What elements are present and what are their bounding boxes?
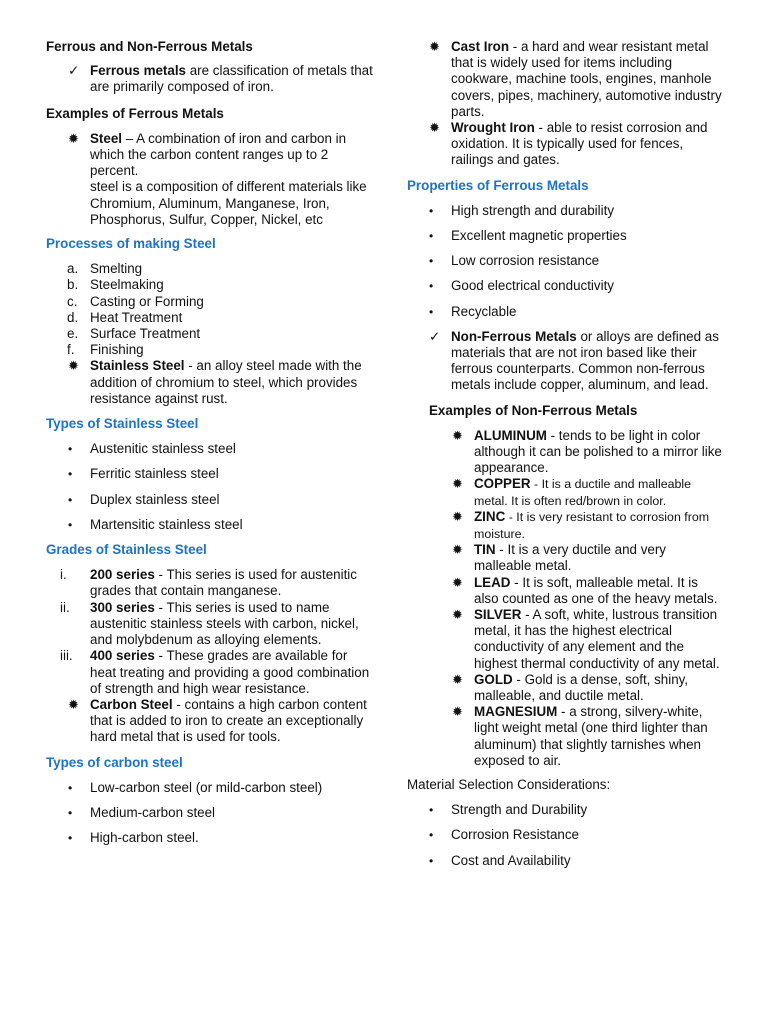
metal-description: - a strong, silvery-white, light weight metal (one third lighter than aluminum) that slightly tarnishes when exposed to air. xyxy=(474,704,708,768)
list-marker: e. xyxy=(67,326,79,342)
non-ferrous-item xyxy=(452,476,725,509)
star-bullet-icon: ✹ xyxy=(452,704,463,720)
types-carbon-list xyxy=(46,780,376,847)
cast-iron-item: ✹ Cast Iron - a hard and wear resistant metal that is widely used for items including cookware, machine tools, engines, manhole covers, pipes, machinery, automotive industry parts. xyxy=(429,39,722,119)
list-item xyxy=(68,516,376,533)
metal-name: COPPER xyxy=(474,476,531,492)
list-marker: c. xyxy=(67,293,78,309)
process-item xyxy=(67,277,376,293)
list-item xyxy=(429,303,725,320)
metal-name: SILVER xyxy=(474,606,522,622)
metal-name: TIN xyxy=(474,542,496,558)
process-text: Surface Treatment xyxy=(90,326,201,342)
non-ferrous-definition: ✓ Non-Ferrous Metals or alloys are defined as materials that are not iron based like their ferrous counterparts. Common non-ferrous metals include copper, aluminum, and lead. xyxy=(429,328,719,393)
list-item-text: Low corrosion resistance xyxy=(451,253,600,269)
list-item-text: Recyclable xyxy=(451,303,517,319)
properties-list xyxy=(407,203,725,320)
star-bullet-icon: ✹ xyxy=(68,358,79,374)
list-item xyxy=(429,228,725,244)
process-text: Steelmaking xyxy=(90,277,164,293)
metal-name: GOLD xyxy=(474,671,513,687)
bullet-icon: • xyxy=(68,467,73,482)
list-item-text: Good electrical conductivity xyxy=(451,278,614,294)
bullet-icon: • xyxy=(429,828,434,843)
process-item xyxy=(67,309,376,326)
process-text: Heat Treatment xyxy=(90,309,183,325)
metal-description: - It is a ductile and malleable metal. It is often red/brown in color. xyxy=(474,477,692,508)
bullet-icon: • xyxy=(68,517,73,532)
bullet-icon: • xyxy=(68,442,73,457)
non-ferrous-item xyxy=(452,427,725,477)
selection-heading: Material Selection Considerations: xyxy=(407,776,611,792)
checkmark-icon: ✓ xyxy=(68,63,80,79)
process-text: Casting or Forming xyxy=(90,293,204,309)
list-item xyxy=(68,779,376,796)
non-ferrous-item xyxy=(452,574,725,607)
left-column xyxy=(46,39,376,855)
list-marker: iii. xyxy=(60,648,73,664)
bullet-icon: • xyxy=(429,229,434,244)
grade-name: 200 series xyxy=(90,567,155,583)
list-item-text: Excellent magnetic properties xyxy=(451,228,627,244)
metal-description: - It is a very ductile and very malleable metal. xyxy=(474,542,667,574)
ferrous-definition: ✓ Ferrous metals are classification of metals that are primarily composed of iron. xyxy=(68,63,373,95)
list-item xyxy=(429,202,725,219)
star-bullet-icon: ✹ xyxy=(452,574,463,590)
bullet-icon: • xyxy=(429,803,434,818)
non-ferrous-item xyxy=(452,509,725,542)
list-item xyxy=(429,827,725,843)
grade-name: 300 series xyxy=(90,599,155,615)
bullet-icon: • xyxy=(429,304,434,319)
star-bullet-icon: ✹ xyxy=(452,427,463,443)
process-item xyxy=(67,293,376,310)
list-item xyxy=(429,253,725,269)
grade-text: - This series is used to name austenitic stainless steels with carbon, nickel, and molybdenum as alloying elements. xyxy=(90,599,359,648)
process-item xyxy=(67,326,376,342)
grade-item xyxy=(60,599,376,649)
metal-name: MAGNESIUM xyxy=(474,704,558,720)
star-bullet-icon: ✹ xyxy=(452,476,463,492)
star-bullet-icon: ✹ xyxy=(68,130,79,146)
list-item xyxy=(429,278,725,294)
list-item-text: Cost and Availability xyxy=(451,852,571,868)
list-marker: f. xyxy=(67,342,75,358)
metal-description: - tends to be light in color although it can be polished to a mirror like appearance. xyxy=(474,427,722,476)
list-item-text: Austenitic stainless steel xyxy=(90,441,236,457)
grade-name: 400 series xyxy=(90,648,155,664)
metal-description: - It is very resistant to corrosion from moisture. xyxy=(474,510,710,541)
star-bullet-icon: ✹ xyxy=(429,120,440,136)
star-bullet-icon: ✹ xyxy=(452,606,463,622)
bullet-icon: • xyxy=(429,853,434,868)
grade-text: - This series is used for austenitic grades that contain manganese. xyxy=(90,567,357,599)
star-bullet-icon: ✹ xyxy=(68,696,79,712)
non-ferrous-examples-heading: Examples of Non-Ferrous Metals xyxy=(429,402,638,418)
right-column xyxy=(407,39,725,878)
types-stainless-heading: Types of Stainless Steel xyxy=(46,416,199,432)
list-item xyxy=(68,441,376,457)
list-item-text: Medium-carbon steel xyxy=(90,804,216,820)
non-ferrous-item xyxy=(452,606,725,672)
stainless-steel-item: ✹ Stainless Steel - an alloy steel made with the addition of chromium to steel, which provides resistance against rust. xyxy=(68,358,362,406)
list-marker: d. xyxy=(67,309,79,325)
bullet-icon: • xyxy=(429,254,434,269)
star-bullet-icon: ✹ xyxy=(452,671,463,687)
bullet-icon: • xyxy=(68,780,73,795)
types-carbon-heading: Types of carbon steel xyxy=(46,754,183,770)
process-item xyxy=(67,342,376,358)
grade-item xyxy=(60,648,376,697)
selection-list xyxy=(407,802,725,869)
types-stainless-list xyxy=(46,441,376,533)
processes-heading: Processes of making Steel xyxy=(46,236,216,252)
processes-list xyxy=(46,261,376,358)
list-item-text: Martensitic stainless steel xyxy=(90,516,243,532)
process-text: Finishing xyxy=(90,342,144,358)
grade-item xyxy=(60,567,376,599)
list-marker: b. xyxy=(67,277,79,293)
metal-name: ALUMINUM xyxy=(474,427,547,443)
grades-heading: Grades of Stainless Steel xyxy=(46,542,207,558)
list-item xyxy=(68,804,376,821)
list-item xyxy=(68,491,376,508)
star-bullet-icon: ✹ xyxy=(452,509,463,525)
non-ferrous-examples-list xyxy=(407,428,725,769)
list-item-text: Duplex stainless steel xyxy=(90,491,220,507)
examples-heading: Examples of Ferrous Metals xyxy=(46,105,224,121)
bullet-icon: • xyxy=(429,203,434,218)
carbon-steel-item: ✹ Carbon Steel - contains a high carbon content that is added to iron to create an exceptionally hard metal that is used for tools. xyxy=(68,696,367,745)
bullet-icon: • xyxy=(68,805,73,820)
non-ferrous-item xyxy=(452,671,725,704)
non-ferrous-item xyxy=(452,704,725,769)
list-marker: i. xyxy=(60,567,67,583)
checkmark-icon: ✓ xyxy=(429,328,441,344)
list-item xyxy=(429,802,725,818)
list-marker: a. xyxy=(67,261,79,277)
metal-description: - A soft, white, lustrous transition metal, it has the highest electrical conductivity of any element and the highest thermal conductivity of any metal. xyxy=(474,606,720,671)
document-title: Ferrous and Non-Ferrous Metals xyxy=(46,39,253,54)
list-item-text: Ferritic stainless steel xyxy=(90,466,219,482)
properties-heading: Properties of Ferrous Metals xyxy=(407,177,589,193)
list-item xyxy=(68,830,376,846)
process-text: Smelting xyxy=(90,261,143,277)
bullet-icon: • xyxy=(429,279,434,294)
list-item-text: Low-carbon steel (or mild-carbon steel) xyxy=(90,779,323,795)
metal-description: - It is soft, malleable metal. It is also counted as one of the heavy metals. xyxy=(474,574,718,606)
star-bullet-icon: ✹ xyxy=(429,39,440,54)
grades-list xyxy=(46,567,376,697)
bullet-icon: • xyxy=(68,492,73,507)
steel-item: ✹ Steel – A combination of iron and carbon in which the carbon content ranges up to 2 percent. steel is a composition of different materials like Chromium, Aluminum, Manganese, Iron, Phosphorus, Sulfur, Copper, Nickel, etc xyxy=(68,130,367,227)
list-item-text: Corrosion Resistance xyxy=(451,827,580,843)
process-item xyxy=(67,261,376,277)
metal-name: LEAD xyxy=(474,574,511,590)
bullet-icon: • xyxy=(68,831,73,846)
list-item-text: Strength and Durability xyxy=(451,802,588,818)
list-item-text: High strength and durability xyxy=(451,202,615,218)
non-ferrous-item xyxy=(452,542,725,574)
list-item-text: High-carbon steel. xyxy=(90,830,199,846)
grade-text: - These grades are available for heat treating and providing a good combination of strength and high wear resistance. xyxy=(90,648,370,696)
list-marker: ii. xyxy=(60,599,70,615)
list-item xyxy=(429,852,725,869)
wrought-iron-item: ✹ Wrought Iron - able to resist corrosion and oxidation. It is typically used for fences, railings and gates. xyxy=(429,120,708,168)
star-bullet-icon: ✹ xyxy=(452,542,463,558)
metal-description: - Gold is a dense, soft, shiny, malleable, and ductile metal. xyxy=(474,671,689,703)
metal-name: ZINC xyxy=(474,509,506,525)
list-item xyxy=(68,466,376,482)
